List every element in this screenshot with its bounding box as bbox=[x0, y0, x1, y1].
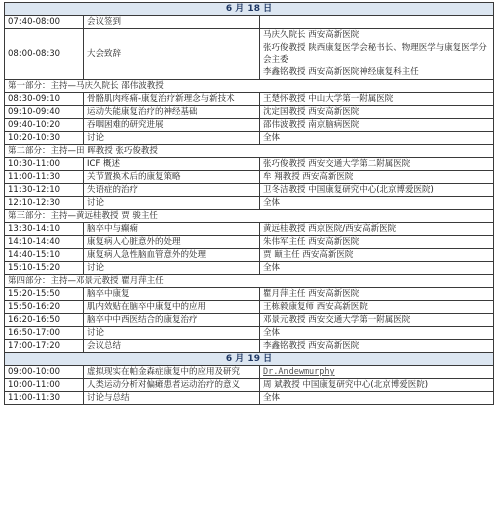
speaker-cell: 邵伟波教授 南京脑病医院 bbox=[260, 119, 494, 132]
time-cell: 09:40-10:20 bbox=[5, 119, 84, 132]
topic-cell: 讨论 bbox=[84, 327, 260, 340]
session-header-row bbox=[5, 80, 494, 93]
day-header: 6 月 18 日 bbox=[5, 3, 494, 16]
time-cell: 11:30-12:10 bbox=[5, 184, 84, 197]
topic-cell: ICF 概述 bbox=[84, 158, 260, 171]
day-header: 6 月 19 日 bbox=[5, 353, 494, 366]
topic-cell: 关节置换术后的康复策略 bbox=[84, 171, 260, 184]
time-cell: 11:00-11:30 bbox=[5, 171, 84, 184]
speaker-cell: 李鑫铭教授 西安高新医院 bbox=[260, 340, 494, 353]
session-header: 第一部分：主持—马庆久院长 邵伟波教授 bbox=[5, 80, 494, 93]
topic-cell: 讨论与总结 bbox=[84, 392, 260, 405]
speaker-cell: 贾 颐主任 西安高新医院 bbox=[260, 249, 494, 262]
schedule-row bbox=[5, 29, 494, 80]
session-header-row bbox=[5, 210, 494, 223]
topic-cell: 吞咽困难的研究进展 bbox=[84, 119, 260, 132]
schedule-row bbox=[5, 249, 494, 262]
speaker-cell bbox=[260, 366, 494, 379]
time-cell: 07:40-08:00 bbox=[5, 16, 84, 29]
topic-cell: 脑卒中康复 bbox=[84, 288, 260, 301]
schedule-row bbox=[5, 301, 494, 314]
schedule-row bbox=[5, 379, 494, 392]
session-header: 第二部分：主持—田 晖教授 张巧俊教授 bbox=[5, 145, 494, 158]
time-cell: 16:50-17:00 bbox=[5, 327, 84, 340]
conference-schedule-table bbox=[4, 2, 494, 405]
schedule-row bbox=[5, 16, 494, 29]
speaker-cell: 邓景元教授 西安交通大学第一附属医院 bbox=[260, 314, 494, 327]
schedule-row bbox=[5, 288, 494, 301]
speaker-cell bbox=[260, 16, 494, 29]
topic-cell: 康复病人急性脑血管意外的处理 bbox=[84, 249, 260, 262]
speaker-cell: 全体 bbox=[260, 262, 494, 275]
topic-cell: 讨论 bbox=[84, 262, 260, 275]
speaker-cell: 全体 bbox=[260, 197, 494, 210]
speaker-cell: 张巧俊教授 西安交通大学第二附属医院 bbox=[260, 158, 494, 171]
speaker-cell: 全体 bbox=[260, 132, 494, 145]
speaker-name: Dr.Andewmurphy bbox=[263, 367, 335, 377]
schedule-row bbox=[5, 184, 494, 197]
schedule-row bbox=[5, 197, 494, 210]
topic-cell: 脑卒中中西医结合的康复治疗 bbox=[84, 314, 260, 327]
time-cell: 09:00-10:00 bbox=[5, 366, 84, 379]
topic-cell: 讨论 bbox=[84, 197, 260, 210]
speaker-cell: 马庆久院长 西安高新医院 张巧俊教授 陕西康复医学会秘书长、物理医学与康复医学分会主委 李鑫铭教授 西安高新医院神经康复科主任 bbox=[260, 29, 494, 80]
time-cell: 10:20-10:30 bbox=[5, 132, 84, 145]
speaker-cell: 黄远桂教授 西京医院/西安高新医院 bbox=[260, 223, 494, 236]
time-cell: 14:40-15:10 bbox=[5, 249, 84, 262]
time-cell: 13:30-14:10 bbox=[5, 223, 84, 236]
schedule-row bbox=[5, 340, 494, 353]
topic-cell: 失语症的治疗 bbox=[84, 184, 260, 197]
time-cell: 08:00-08:30 bbox=[5, 29, 84, 80]
schedule-row bbox=[5, 106, 494, 119]
speaker-cell: 沈定国教授 西安高新医院 bbox=[260, 106, 494, 119]
session-header-row bbox=[5, 275, 494, 288]
schedule-row bbox=[5, 366, 494, 379]
topic-cell: 大会致辞 bbox=[84, 29, 260, 80]
schedule-row bbox=[5, 171, 494, 184]
speaker-cell: 瞿月萍主任 西安高新医院 bbox=[260, 288, 494, 301]
schedule-row bbox=[5, 119, 494, 132]
schedule-row bbox=[5, 314, 494, 327]
time-cell: 10:00-11:00 bbox=[5, 379, 84, 392]
topic-cell: 康复病人心脏意外的处理 bbox=[84, 236, 260, 249]
schedule-row bbox=[5, 93, 494, 106]
day-header-row bbox=[5, 3, 494, 16]
schedule-row bbox=[5, 327, 494, 340]
session-header: 第三部分：主持—黄远桂教授 贾 骏主任 bbox=[5, 210, 494, 223]
time-cell: 12:10-12:30 bbox=[5, 197, 84, 210]
time-cell: 17:00-17:20 bbox=[5, 340, 84, 353]
topic-cell: 运动失能康复治疗的神经基础 bbox=[84, 106, 260, 119]
time-cell: 14:10-14:40 bbox=[5, 236, 84, 249]
time-cell: 08:30-09:10 bbox=[5, 93, 84, 106]
time-cell: 10:30-11:00 bbox=[5, 158, 84, 171]
time-cell: 15:20-15:50 bbox=[5, 288, 84, 301]
speaker-cell: 周 斌教授 中国康复研究中心(北京博爱医院) bbox=[260, 379, 494, 392]
time-cell: 11:00-11:30 bbox=[5, 392, 84, 405]
topic-cell: 人类运动分析对偏瘫患者运动治疗的意义 bbox=[84, 379, 260, 392]
session-header: 第四部分：主持—邓景元教授 瞿月萍主任 bbox=[5, 275, 494, 288]
topic-cell: 会议总结 bbox=[84, 340, 260, 353]
speaker-cell: 全体 bbox=[260, 327, 494, 340]
schedule-row bbox=[5, 392, 494, 405]
topic-cell: 脑卒中与癫痫 bbox=[84, 223, 260, 236]
schedule-row bbox=[5, 132, 494, 145]
schedule-row bbox=[5, 158, 494, 171]
schedule-row bbox=[5, 236, 494, 249]
topic-cell: 肌内效贴在脑卒中康复中的应用 bbox=[84, 301, 260, 314]
speaker-cell: 全体 bbox=[260, 392, 494, 405]
speaker-cell: 牟 翔教授 西安高新医院 bbox=[260, 171, 494, 184]
day-header-row bbox=[5, 353, 494, 366]
topic-cell: 骨骼肌肉疼痛-康复治疗新理念与新技术 bbox=[84, 93, 260, 106]
speaker-cell: 王栋毅康复师 西安高新医院 bbox=[260, 301, 494, 314]
schedule-row bbox=[5, 262, 494, 275]
schedule-row bbox=[5, 223, 494, 236]
speaker-cell: 王楚怀教授 中山大学第一附属医院 bbox=[260, 93, 494, 106]
speaker-cell: 卫冬洁教授 中国康复研究中心(北京博爱医院) bbox=[260, 184, 494, 197]
speaker-cell: 朱伟军主任 西安高新医院 bbox=[260, 236, 494, 249]
topic-cell: 会议签到 bbox=[84, 16, 260, 29]
time-cell: 15:10-15:20 bbox=[5, 262, 84, 275]
time-cell: 09:10-09:40 bbox=[5, 106, 84, 119]
schedule-body bbox=[5, 3, 494, 405]
topic-cell: 虚拟现实在帕金森症康复中的应用及研究 bbox=[84, 366, 260, 379]
time-cell: 15:50-16:20 bbox=[5, 301, 84, 314]
time-cell: 16:20-16:50 bbox=[5, 314, 84, 327]
topic-cell: 讨论 bbox=[84, 132, 260, 145]
session-header-row bbox=[5, 145, 494, 158]
